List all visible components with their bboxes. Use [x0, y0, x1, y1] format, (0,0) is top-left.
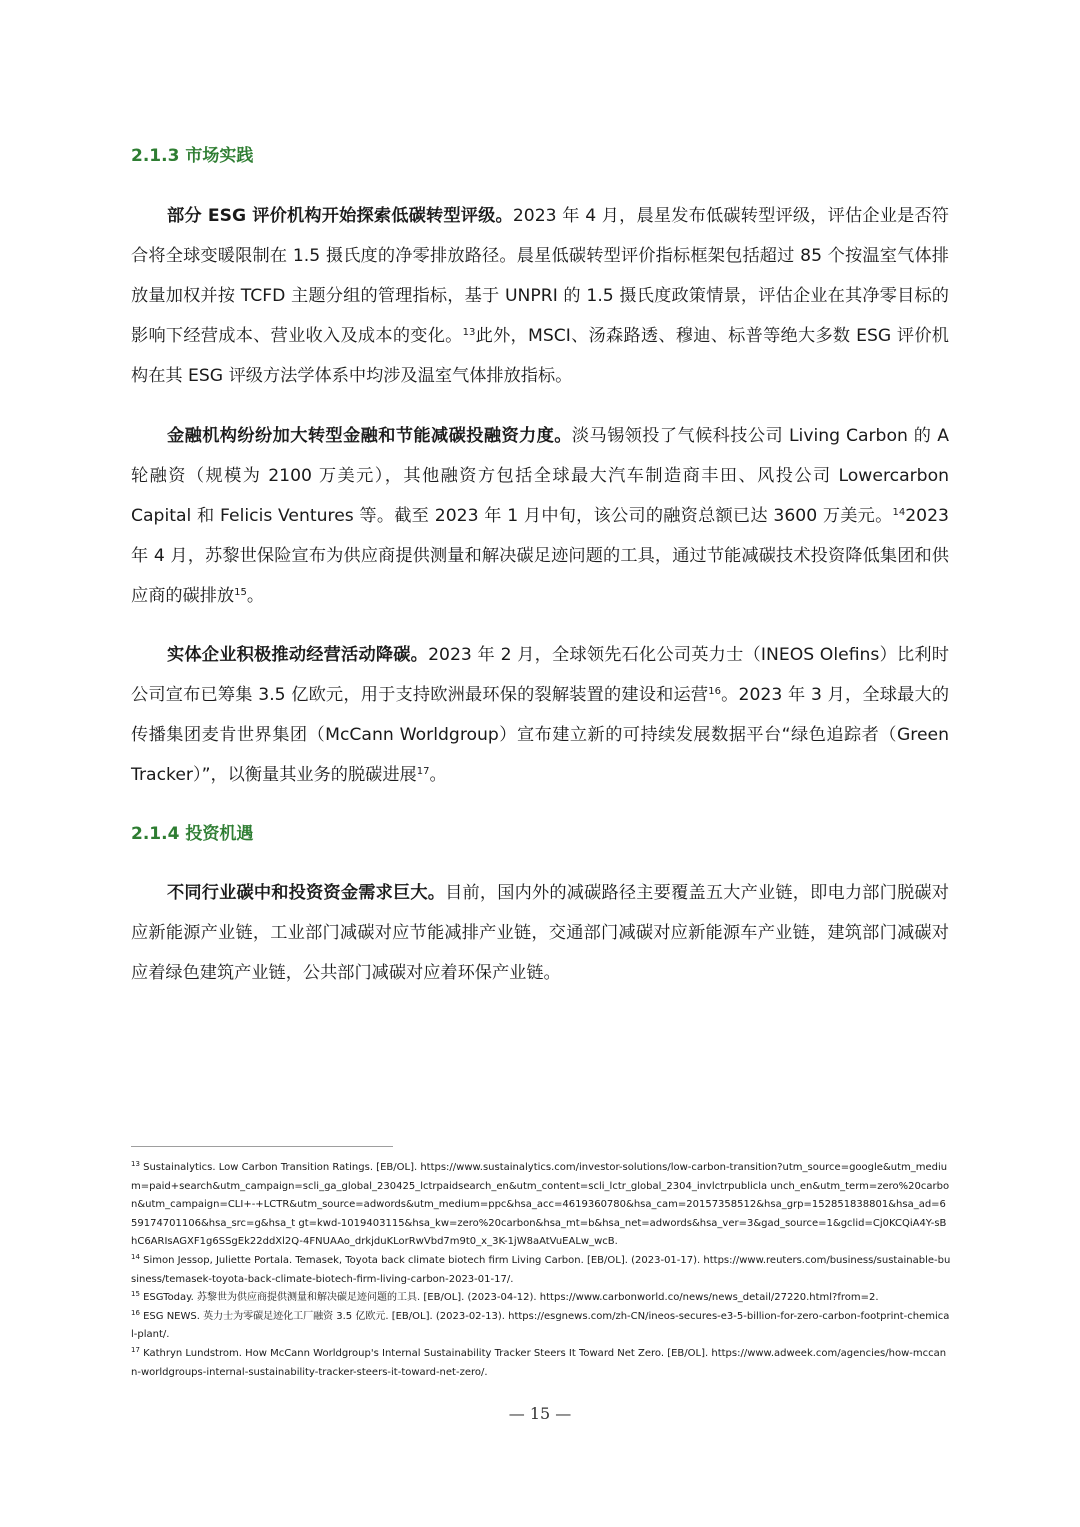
paragraph-lead: 不同行业碳中和投资资金需求巨大。	[167, 883, 446, 903]
paragraph-text: 淡马锡领投了气候科技公司 Living Carbon 的 A 轮融资（规模为 2100 万美元），其他融资方包括全球最大汽车制造商丰田、风投公司 Lowercarbon Capital 和 Felicis Ventures 等。截至 2023 年 1 月中旬，该公司的融资总额已达 3600 万美元。	[131, 426, 949, 526]
paragraph-text: 。	[429, 765, 447, 785]
section-heading-market-practice: 2.1.3 市场实践	[131, 146, 254, 166]
paragraph-text: 2023 年 4 月，苏黎世保险宣布为供应商提供测量和解决碳足迹问题的工具，通过节能减碳技术投资降低集团和供应商的碳排放	[131, 506, 949, 606]
footnote-number: 17	[131, 1345, 140, 1354]
footnote-ref-17[interactable]: 17	[416, 766, 430, 777]
footnote-14	[131, 1252, 951, 1289]
paragraph-lead: 金融机构纷纷加大转型金融和节能减碳投融资力度。	[167, 426, 572, 446]
footnote-17	[131, 1345, 951, 1382]
section-heading-investment-opportunities: 2.1.4 投资机遇	[131, 824, 254, 844]
paragraph-text: 目前，国内外的减碳路径主要覆盖五大产业链，即电力部门脱碳对应新能源产业链，工业部门减碳对应节能减排产业链，交通部门减碳对应新能源车产业链，建筑部门减碳对应着绿色建筑产业链，公共部门减碳对应着环保产业链。	[131, 883, 949, 983]
footnote-text[interactable]: ESG NEWS. 英力士为零碳足迹化工厂融资 3.5 亿欧元. [EB/OL]. (2023-02-13). https://esgnews.com/zh-CN/ineos-secures-e3-5-billion-for-zero-carbon-footprint-chemical-plant/.	[131, 1310, 950, 1341]
paragraph-lead: 实体企业积极推动经营活动降碳。	[167, 645, 429, 665]
footnote-text[interactable]: ESGToday. 苏黎世为供应商提供测量和解决碳足迹问题的工具. [EB/OL]. (2023-04-12). https://www.carbonworld.co/news/news_detail/27220.html?from=2.	[139, 1292, 879, 1304]
paragraph-esg-rating-agencies	[131, 196, 949, 396]
footnote-divider	[131, 1146, 393, 1147]
paragraph-text: 。	[246, 586, 265, 606]
paragraph-financial-institutions	[131, 416, 949, 616]
footnote-number: 16	[131, 1308, 140, 1317]
paragraph-text: 此外，MSCI、汤森路透、穆迪、标普等绝大多数 ESG 评价机构在其 ESG 评级方法学体系中均涉及温室气体排放指标。	[131, 326, 949, 386]
paragraph-investment-demand	[131, 873, 949, 993]
footnote-16	[131, 1308, 951, 1345]
footnote-15	[131, 1289, 951, 1308]
page-number: — 15 —	[508, 1404, 572, 1423]
footnotes	[131, 1159, 951, 1382]
footnote-number: 15	[131, 1290, 140, 1299]
footnote-ref-14[interactable]: 14	[892, 507, 906, 518]
paragraph-text: 2023 年 2 月，全球领先石化公司英力士（INEOS Olefins）比利时公司宣布已筹集 3.5 亿欧元，用于支持欧洲最环保的裂解装置的建设和运营	[131, 645, 949, 705]
footnote-ref-13[interactable]: 13	[462, 327, 476, 338]
footnote-text[interactable]: Sustainalytics. Low Carbon Transition Ratings. [EB/OL]. https://www.sustainalytics.com/investor-solutions/low-carbon-transition?utm_source=google&utm_medium=paid+search&utm_campaign=scli_ga_global_230425_lctrpaidsearch_en&utm_content=scli_lctr_global_2304_invlctrpublicla unch_en&utm_term=zero%20carbon&utm_campaign=CLI+-+LCTR&utm_source=adwords&utm_medium=ppc&hsa_acc=4619360780&hsa_cam=20157358512&hsa_grp=152851838801&hsa_ad=659174701106&hsa_src=g&hsa_t gt=kwd-1019403115&hsa_kw=zero%20carbon&hsa_mt=b&hsa_net=adwords&hsa_ver=3&gad_source=1&gclid=Cj0KCQiA4Y-sBhC6ARIsAGXF1g6SSgEk22ddXl2Q-4FNUAAo_drkjduKLorRwVbd7m9t0_x_3K-1jW8aAtVuEALw_wcB.	[131, 1162, 950, 1248]
paragraph-lead: 部分 ESG 评价机构开始探索低碳转型评级。	[167, 206, 513, 226]
footnote-13	[131, 1159, 951, 1252]
paragraph-text: 。2023 年 3 月，全球最大的传播集团麦肯世界集团（McCann Worldgroup）宣布建立新的可持续发展数据平台“绿色追踪者（Green Tracker）”，以衡量其业务的脱碳进展	[131, 685, 950, 785]
paragraph-enterprises-decarbonization	[131, 635, 949, 795]
footnote-number: 14	[131, 1252, 140, 1261]
footnote-ref-16[interactable]: 16	[708, 686, 721, 697]
footnote-ref-15[interactable]: 15	[234, 587, 247, 598]
footnote-text[interactable]: Simon Jessop, Juliette Portala. Temasek, Toyota back climate biotech firm Living Carbon. [EB/OL]. (2023-01-17). https://www.reuters.com/business/sustainable-business/temasek-toyota-back-climate-biotech-firm-living-carbon-2023-01-17/.	[131, 1254, 951, 1285]
footnote-number: 13	[131, 1160, 140, 1168]
footnote-text[interactable]: Kathryn Lundstrom. How McCann Worldgroup's Internal Sustainability Tracker Steers It Toward Net Zero. [EB/OL]. https://www.adweek.com/agencies/how-mccann-worldgroups-internal-sustainability-tracker-steers-it-toward-net-zero/.	[131, 1347, 947, 1378]
paragraph-text: 2023 年 4 月，晨星发布低碳转型评级，评估企业是否符合将全球变暖限制在 1.5 摄氏度的净零排放路径。晨星低碳转型评价指标框架包括超过 85 个按温室气体排放量加权并按 TCFD 主题分组的管理指标，基于 UNPRI 的 1.5 摄氏度政策情景，评估企业在其净零目标的影响下经营成本、营业收入及成本的变化。	[131, 206, 949, 346]
